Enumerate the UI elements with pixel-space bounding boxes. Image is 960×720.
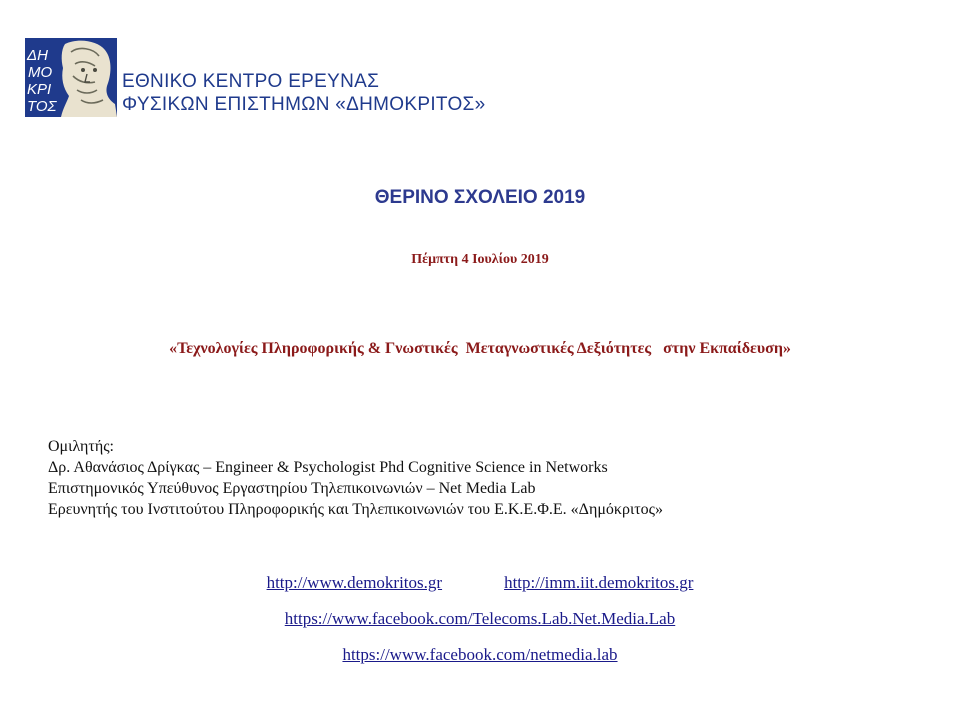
- links-row-3: [0, 643, 960, 679]
- logo-glyph: ΚΡΙ: [27, 81, 52, 98]
- event-title: ΘΕΡΙΝΟ ΣΧΟΛΕΙΟ 2019: [374, 187, 586, 208]
- speaker-affiliation: Ερευνητής του Ινστιτούτου Πληροφορικής και Τηλεπικοινωνιών του Ε.Κ.Ε.Φ.Ε. «Δημόκριτος»: [48, 501, 664, 518]
- links-row-1: [0, 571, 960, 607]
- democritus-logo-icon: [25, 38, 117, 117]
- event-topic: «Τεχνολογίες Πληροφορικής & Γνωστικές Μεταγνωστικές Δεξιότητες στην Εκπαίδευση»: [169, 340, 791, 357]
- organization-line-1: ΕΘΝΙΚΟ ΚΕΝΤΡΟ ΕΡΕΥΝΑΣ: [122, 71, 380, 92]
- organization-name: [122, 70, 485, 116]
- facebook-telecoms-link[interactable]: https://www.facebook.com/Telecoms.Lab.Net.Media.Lab: [284, 609, 676, 628]
- demokritos-link[interactable]: http://www.demokritos.gr: [266, 573, 443, 592]
- logo-glyph: ΔΗ: [27, 47, 48, 64]
- links-row-2: [0, 607, 960, 643]
- event-date: Πέμπτη 4 Ιουλίου 2019: [411, 252, 549, 267]
- speaker-label: Ομιλητής:: [48, 438, 114, 455]
- facebook-netmedia-link[interactable]: https://www.facebook.com/netmedia.lab: [342, 645, 618, 664]
- speaker-block: [48, 436, 663, 520]
- speaker-name: Δρ. Αθανάσιος Δρίγκας – Engineer & Psychologist Phd Cognitive Science in Networks: [48, 459, 608, 476]
- imm-link[interactable]: http://imm.iit.demokritos.gr: [504, 573, 694, 592]
- speaker-role: Επιστημονικός Υπεύθυνος Εργαστηρίου Τηλεπικοινωνιών – Net Media Lab: [48, 480, 536, 497]
- logo-glyph: ΤΟΣ: [27, 98, 57, 115]
- organization-line-2: ΦΥΣΙΚΩΝ ΕΠΙΣΤΗΜΩΝ «ΔΗΜΟΚΡΙΤΟΣ»: [122, 94, 486, 115]
- logo-glyph: ΜΟ: [28, 64, 53, 81]
- logo-artwork: [25, 38, 117, 117]
- links-block: [0, 571, 960, 679]
